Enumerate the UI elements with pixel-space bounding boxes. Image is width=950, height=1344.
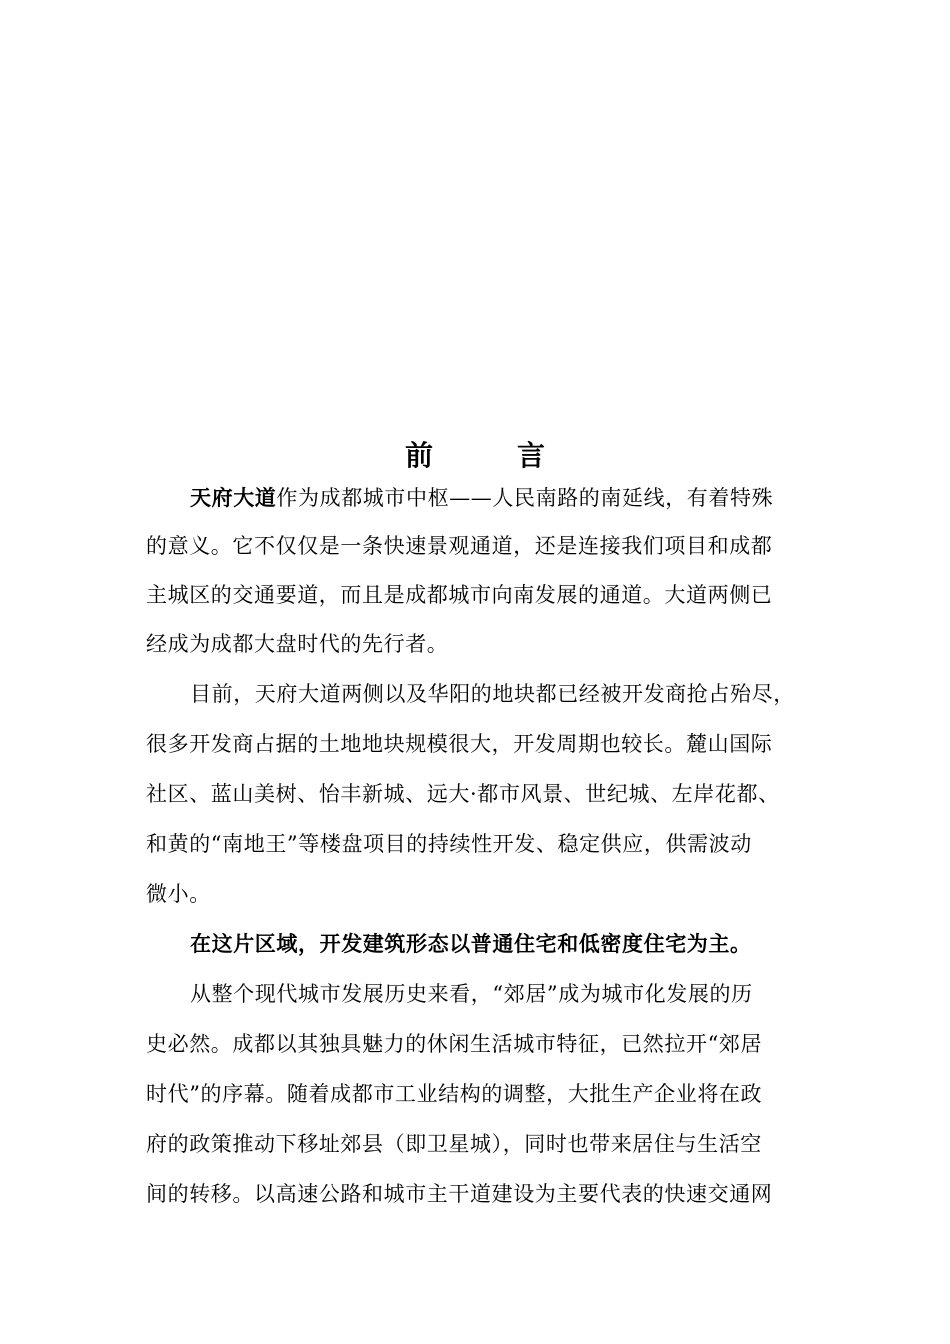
paragraph-4-line-4: 府的政策推动下移址郊县（即卫星城），同时也带来居住与生活空 bbox=[146, 1132, 762, 1156]
paragraph-1-line-1 bbox=[190, 483, 773, 513]
paragraph-4-line-1: 从整个现代城市发展历史来看，“郊居”成为城市化发展的历 bbox=[190, 982, 753, 1006]
paragraph-2-line-5: 微小。 bbox=[146, 882, 211, 906]
paragraph-1-line-2: 的意义。它不仅仅是一条快速景观通道，还是连接我们项目和成都 bbox=[146, 534, 773, 558]
paragraph-1-line-3: 主城区的交通要道，而且是成都城市向南发展的通道。大道两侧已 bbox=[146, 583, 773, 607]
paragraph-2-line-4: 和黄的“南地王”等楼盘项目的持续性开发、稳定供应，供需波动 bbox=[146, 832, 752, 856]
page-title: 前 言 bbox=[404, 439, 545, 472]
paragraph-2-line-1: 目前，天府大道两侧以及华阳的地块都已经被开发商抢占殆尽， bbox=[190, 682, 795, 706]
paragraph-2-line-2: 很多开发商占据的土地地块规模很大，开发周期也较长。麓山国际 bbox=[146, 732, 773, 756]
paragraph-1-line-1-text: 作为成都城市中枢——人民南路的南延线，有着特殊 bbox=[276, 486, 774, 510]
paragraph-2-line-3: 社区、蓝山美树、怡丰新城、远大·都市风景、世纪城、左岸花都、 bbox=[146, 782, 780, 806]
paragraph-1-line-4: 经成为成都大盘时代的先行者。 bbox=[146, 632, 449, 656]
paragraph-3-bold-statement: 在这片区域，开发建筑形态以普通住宅和低密度住宅为主。 bbox=[190, 931, 752, 956]
bold-lead-term: 天府大道 bbox=[190, 485, 277, 510]
paragraph-4-line-5: 间的转移。以高速公路和城市主干道建设为主要代表的快速交通网 bbox=[146, 1182, 773, 1206]
paragraph-4-line-3: 时代”的序幕。随着成都市工业结构的调整，大批生产企业将在政 bbox=[146, 1082, 763, 1106]
paragraph-4-line-2: 史必然。成都以其独具魅力的休闲生活城市特征，已然拉开“郊居 bbox=[146, 1032, 763, 1056]
